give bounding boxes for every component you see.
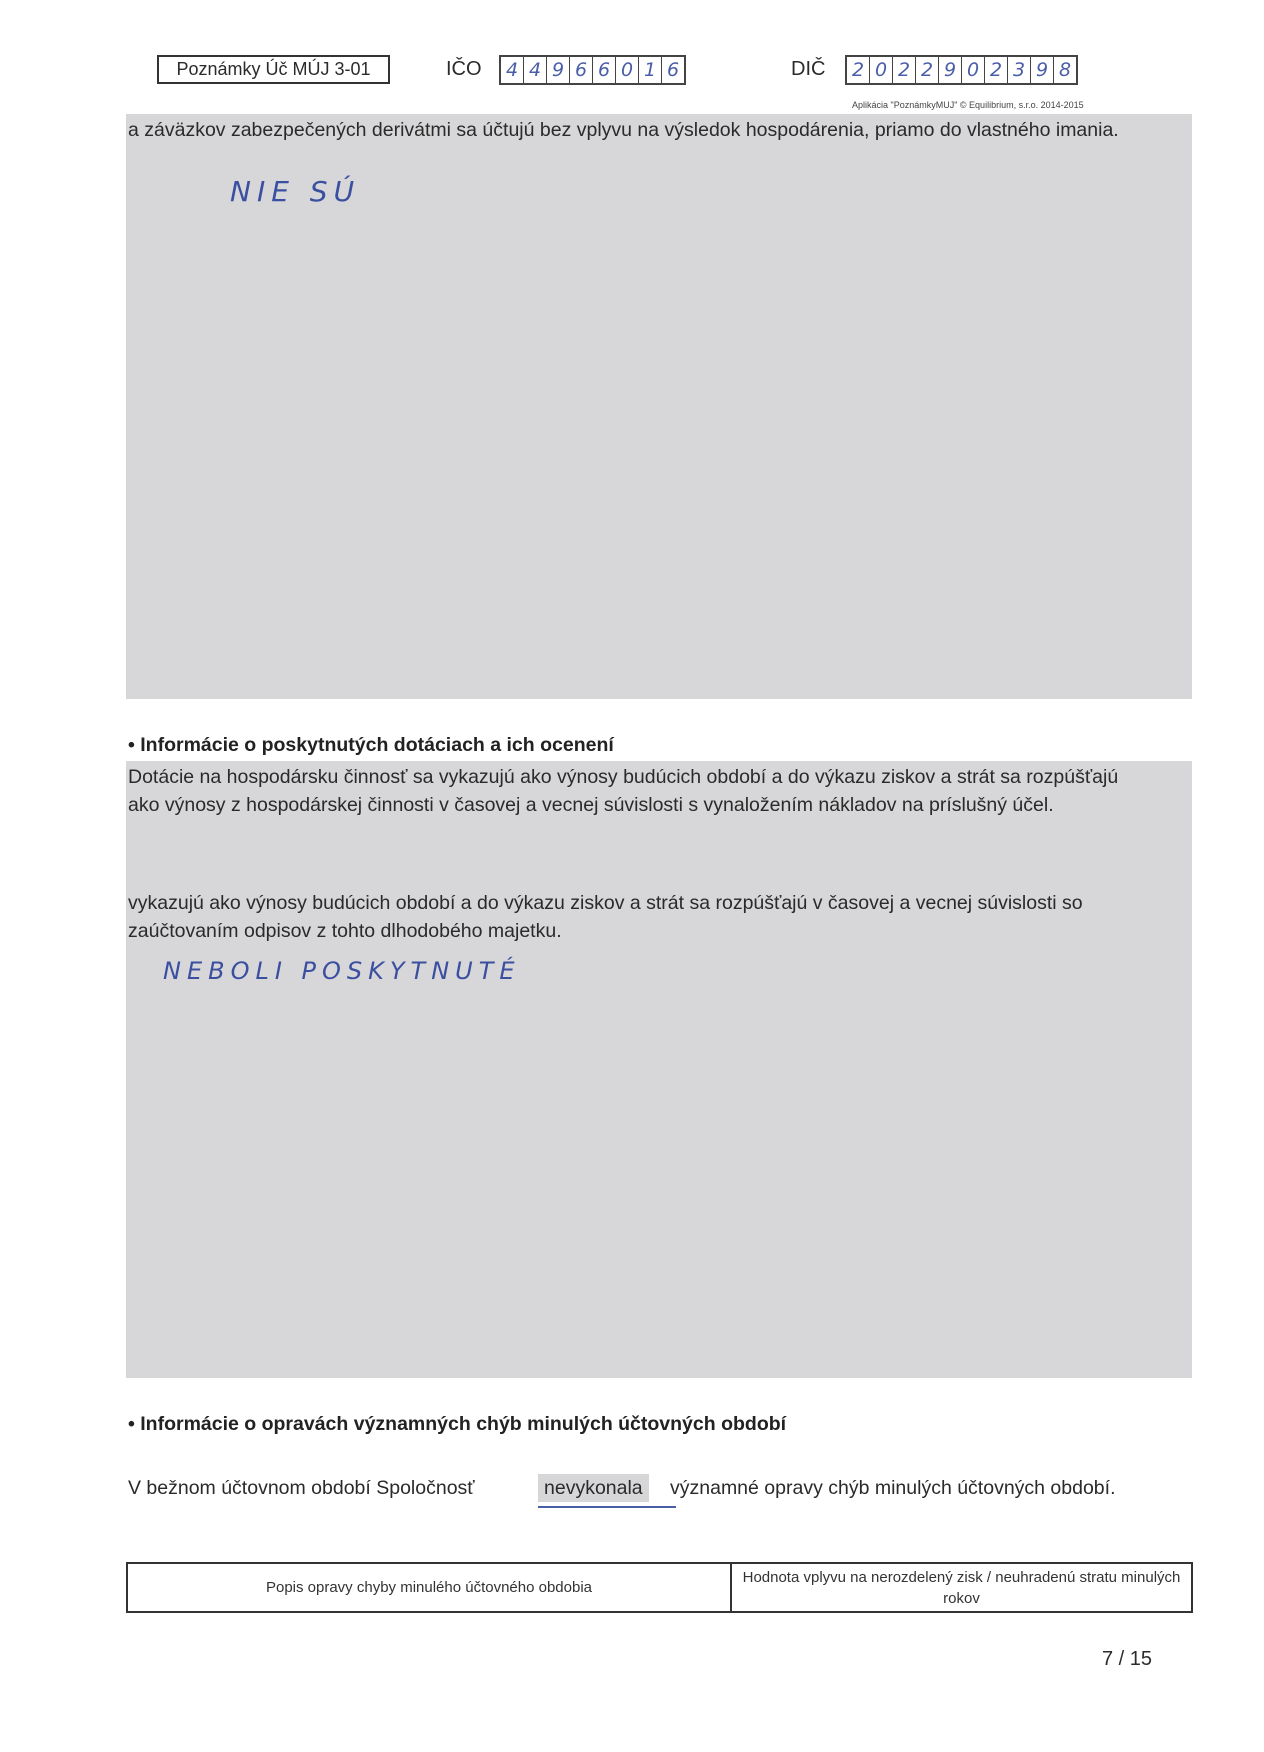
corrections-sentence-end: významné opravy chýb minulých účtovných období.: [670, 1477, 1116, 1499]
dic-field[interactable]: [845, 55, 1078, 85]
digit-box[interactable]: 6: [570, 57, 593, 83]
page-number: 7 / 15: [1102, 1648, 1153, 1670]
digit-box[interactable]: 1: [639, 57, 662, 83]
subsidies-field[interactable]: [126, 761, 1192, 1378]
handwritten-underline: [538, 1506, 676, 1508]
subsidies-paragraph-1: Dotácie na hospodársku činnosť sa vykazujú ako výnosy budúcich období a do výkazu ziskov a strát sa rozpúšťajú ako výnosy z hospodárskej činnosti v časovej a vecnej súvislosti s vynaložením nákladov na príslušný účel.: [128, 766, 1119, 816]
form-title: Poznámky Úč MÚJ 3-01: [157, 55, 390, 84]
digit-box[interactable]: 0: [616, 57, 639, 83]
digit-box[interactable]: 9: [547, 57, 570, 83]
handwritten-note-2: NEBOLI POSKYTNUTÉ: [163, 957, 521, 985]
ico-field[interactable]: [499, 55, 686, 85]
digit-box[interactable]: 9: [1031, 57, 1054, 83]
digit-box[interactable]: 0: [962, 57, 985, 83]
corrections-heading: • Informácie o opravách významných chýb minulých účtovných období: [128, 1413, 787, 1435]
corrections-select[interactable]: nevykonala: [538, 1474, 649, 1502]
digit-box[interactable]: 6: [593, 57, 616, 83]
corrections-table: [126, 1562, 1193, 1613]
digit-box[interactable]: 9: [939, 57, 962, 83]
subsidies-paragraph-2: vykazujú ako výnosy budúcich období a do výkazu ziskov a strát sa rozpúšťajú v časovej a vecnej súvislosti so zaúčtovaním odpisov z tohto dlhodobého majetku.: [128, 892, 1083, 942]
digit-box[interactable]: 2: [916, 57, 939, 83]
table-header-description: Popis opravy chyby minulého účtovného obdobia: [128, 1564, 732, 1611]
digit-box[interactable]: 2: [985, 57, 1008, 83]
subsidies-heading: • Informácie o poskytnutých dotáciach a ich ocenení: [128, 734, 614, 756]
digit-box[interactable]: 0: [870, 57, 893, 83]
subsidies-heading-text: Informácie o poskytnutých dotáciach a ich ocenení: [140, 734, 614, 756]
corrections-heading-text: Informácie o opravách významných chýb minulých účtovných období: [140, 1413, 787, 1435]
dic-label: DIČ: [791, 58, 826, 80]
handwritten-note-1: NIE SÚ: [230, 175, 361, 208]
digit-box[interactable]: 8: [1058, 59, 1072, 81]
ico-label: IČO: [446, 58, 482, 80]
app-credit: Aplikácia "PoznámkyMUJ" © Equilibrium, s.r.o. 2014-2015: [852, 100, 1084, 110]
corrections-sentence-start: V bežnom účtovnom období Spoločnosť: [128, 1477, 475, 1499]
digit-box[interactable]: 6: [666, 59, 680, 81]
digit-box[interactable]: 4: [501, 57, 524, 83]
digit-box[interactable]: 3: [1008, 57, 1031, 83]
derivatives-text: a záväzkov zabezpečených derivátmi sa účtujú bez vplyvu na výsledok hospodárenia, priamo do vlastného imania.: [128, 119, 1119, 141]
digit-box[interactable]: 2: [893, 57, 916, 83]
digit-box[interactable]: 4: [524, 57, 547, 83]
digit-box[interactable]: 2: [847, 57, 870, 83]
table-header-value: Hodnota vplyvu na nerozdelený zisk / neuhradenú stratu minulých rokov: [742, 1568, 1181, 1607]
